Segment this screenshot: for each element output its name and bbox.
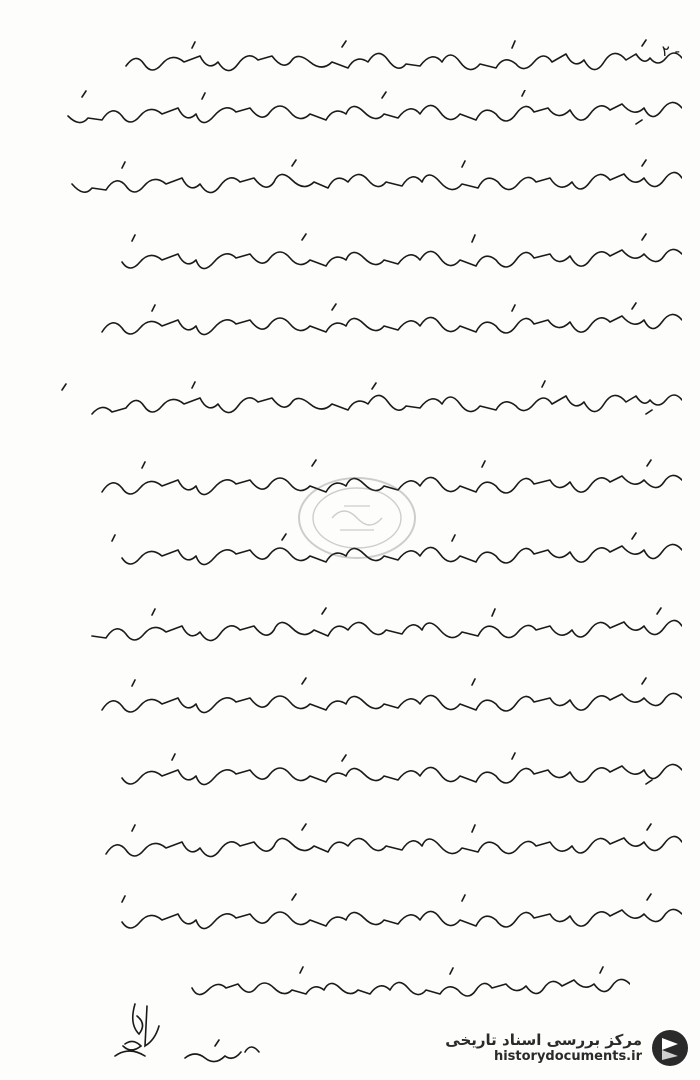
handwritten-line-4 (52, 232, 682, 272)
watermark-title: مرکز بررسی اسناد تاریخی (445, 1031, 642, 1050)
handwritten-signature (95, 996, 275, 1076)
handwritten-line-6 (22, 380, 682, 420)
page-number: ۲ - (661, 42, 680, 60)
archive-seal-stamp (292, 472, 422, 564)
watermark-url: historydocuments.ir (493, 1049, 642, 1065)
handwritten-line-1 (42, 38, 682, 78)
watermark-text (445, 1031, 642, 1065)
handwritten-line-9 (42, 606, 682, 646)
handwritten-line-2 (22, 90, 682, 130)
history-documents-logo-icon (650, 1028, 690, 1068)
handwritten-line-13 (62, 892, 682, 932)
handwritten-line-5 (32, 302, 682, 342)
handwritten-line-11 (42, 752, 682, 792)
watermark (445, 1028, 690, 1068)
handwritten-line-3 (32, 158, 682, 198)
handwritten-line-10 (42, 676, 682, 716)
handwritten-line-12 (52, 822, 682, 862)
